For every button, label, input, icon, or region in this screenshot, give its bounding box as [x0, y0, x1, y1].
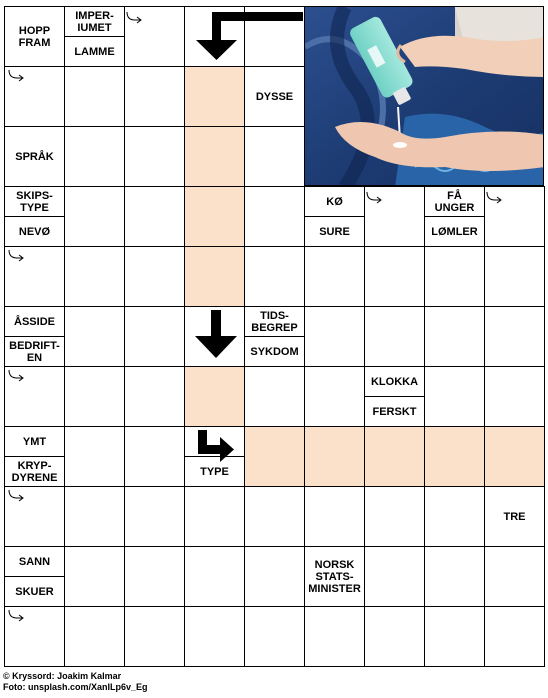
answer-cell[interactable] — [184, 6, 245, 67]
answer-cell[interactable] — [124, 606, 185, 667]
answer-cell[interactable] — [484, 426, 545, 487]
clue-cell: LAMME — [64, 36, 125, 67]
clue-cell: YMT — [4, 426, 65, 457]
answer-cell[interactable] — [484, 606, 545, 667]
crossword-grid — [4, 6, 544, 666]
answer-cell[interactable] — [184, 246, 245, 307]
answer-cell[interactable] — [64, 66, 125, 127]
answer-cell[interactable] — [424, 306, 485, 367]
answer-cell[interactable] — [184, 486, 245, 547]
answer-cell[interactable] — [304, 426, 365, 487]
answer-cell[interactable] — [184, 366, 245, 427]
clue-cell: LØMLER — [424, 216, 485, 247]
answer-cell[interactable] — [244, 606, 305, 667]
answer-cell[interactable] — [124, 246, 185, 307]
answer-cell[interactable] — [4, 246, 65, 307]
answer-cell[interactable] — [124, 366, 185, 427]
answer-cell[interactable] — [424, 606, 485, 667]
answer-cell[interactable] — [4, 366, 65, 427]
answer-cell[interactable] — [364, 426, 425, 487]
answer-cell[interactable] — [244, 426, 305, 487]
answer-cell[interactable] — [304, 306, 365, 367]
answer-cell[interactable] — [364, 246, 425, 307]
answer-cell[interactable] — [124, 546, 185, 607]
answer-cell[interactable] — [424, 366, 485, 427]
answer-cell[interactable] — [124, 486, 185, 547]
answer-cell[interactable] — [184, 546, 245, 607]
clue-cell: KLOKKA — [364, 366, 425, 397]
answer-cell[interactable] — [124, 66, 185, 127]
clue-cell: IMPER- IUMET — [64, 6, 125, 37]
puzzle-credit: © Kryssord: Joakim Kalmar — [3, 671, 122, 681]
clue-cell: KRYP- DYRENE — [4, 456, 65, 487]
answer-cell[interactable] — [64, 186, 125, 247]
answer-cell[interactable] — [64, 246, 125, 307]
answer-cell[interactable] — [244, 186, 305, 247]
answer-cell[interactable] — [64, 546, 125, 607]
answer-cell[interactable] — [424, 486, 485, 547]
answer-cell[interactable] — [4, 486, 65, 547]
answer-cell[interactable] — [484, 366, 545, 427]
answer-cell[interactable] — [304, 486, 365, 547]
answer-cell[interactable] — [184, 126, 245, 187]
answer-cell[interactable] — [184, 306, 245, 367]
answer-cell[interactable] — [124, 426, 185, 487]
clue-cell: SYKDOM — [244, 336, 305, 367]
answer-cell[interactable] — [364, 186, 425, 247]
answer-cell[interactable] — [244, 126, 305, 187]
clue-cell: SANN — [4, 546, 65, 577]
clue-cell: TYPE — [184, 456, 245, 487]
answer-cell[interactable] — [484, 246, 545, 307]
answer-cell[interactable] — [364, 606, 425, 667]
clue-cell: SPRÅK — [4, 126, 65, 187]
answer-cell[interactable] — [124, 306, 185, 367]
answer-cell[interactable] — [184, 606, 245, 667]
answer-cell[interactable] — [64, 426, 125, 487]
answer-cell[interactable] — [124, 126, 185, 187]
answer-cell[interactable] — [64, 366, 125, 427]
answer-cell[interactable] — [4, 606, 65, 667]
clue-cell: NORSK STATS- MINISTER — [304, 546, 365, 607]
answer-cell[interactable] — [64, 126, 125, 187]
clue-cell: SKIPS- TYPE — [4, 186, 65, 217]
answer-cell[interactable] — [364, 306, 425, 367]
photo-credit: Foto: unsplash.com/XanILp6v_Eg — [3, 682, 148, 692]
answer-cell — [4, 66, 65, 127]
answer-cell[interactable] — [364, 486, 425, 547]
answer-cell[interactable] — [364, 546, 425, 607]
clue-cell: KØ — [304, 186, 365, 217]
answer-cell[interactable] — [424, 246, 485, 307]
answer-cell[interactable] — [184, 66, 245, 127]
answer-cell[interactable] — [124, 6, 185, 67]
answer-cell[interactable] — [244, 246, 305, 307]
answer-cell[interactable] — [244, 366, 305, 427]
sunscreen-hands-image — [305, 7, 544, 186]
answer-cell[interactable] — [244, 6, 305, 67]
answer-cell[interactable] — [64, 486, 125, 547]
answer-cell[interactable] — [304, 606, 365, 667]
puzzle-photo — [304, 6, 544, 186]
clue-cell: NEVØ — [4, 216, 65, 247]
clue-cell: SKUER — [4, 576, 65, 607]
answer-cell[interactable] — [424, 426, 485, 487]
answer-cell[interactable] — [304, 366, 365, 427]
clue-cell: DYSSE — [244, 66, 305, 127]
answer-cell[interactable] — [244, 486, 305, 547]
answer-cell[interactable] — [424, 546, 485, 607]
answer-cell[interactable] — [184, 186, 245, 247]
answer-cell[interactable] — [484, 546, 545, 607]
clue-cell: BEDRIFT- EN — [4, 336, 65, 367]
clue-cell: FÅ UNGER — [424, 186, 485, 217]
clue-cell: TRE — [484, 486, 545, 547]
answer-cell[interactable] — [124, 186, 185, 247]
answer-cell[interactable] — [304, 246, 365, 307]
answer-cell[interactable] — [484, 306, 545, 367]
answer-cell[interactable] — [64, 606, 125, 667]
clue-cell: FERSKT — [364, 396, 425, 427]
clue-cell: ÅSSIDE — [4, 306, 65, 337]
clue-cell: HOPP FRAM — [4, 6, 65, 67]
clue-cell: SURE — [304, 216, 365, 247]
answer-cell[interactable] — [484, 186, 545, 247]
clue-cell: TIDS- BEGREP — [244, 306, 305, 337]
answer-cell[interactable] — [64, 306, 125, 367]
answer-cell[interactable] — [244, 546, 305, 607]
